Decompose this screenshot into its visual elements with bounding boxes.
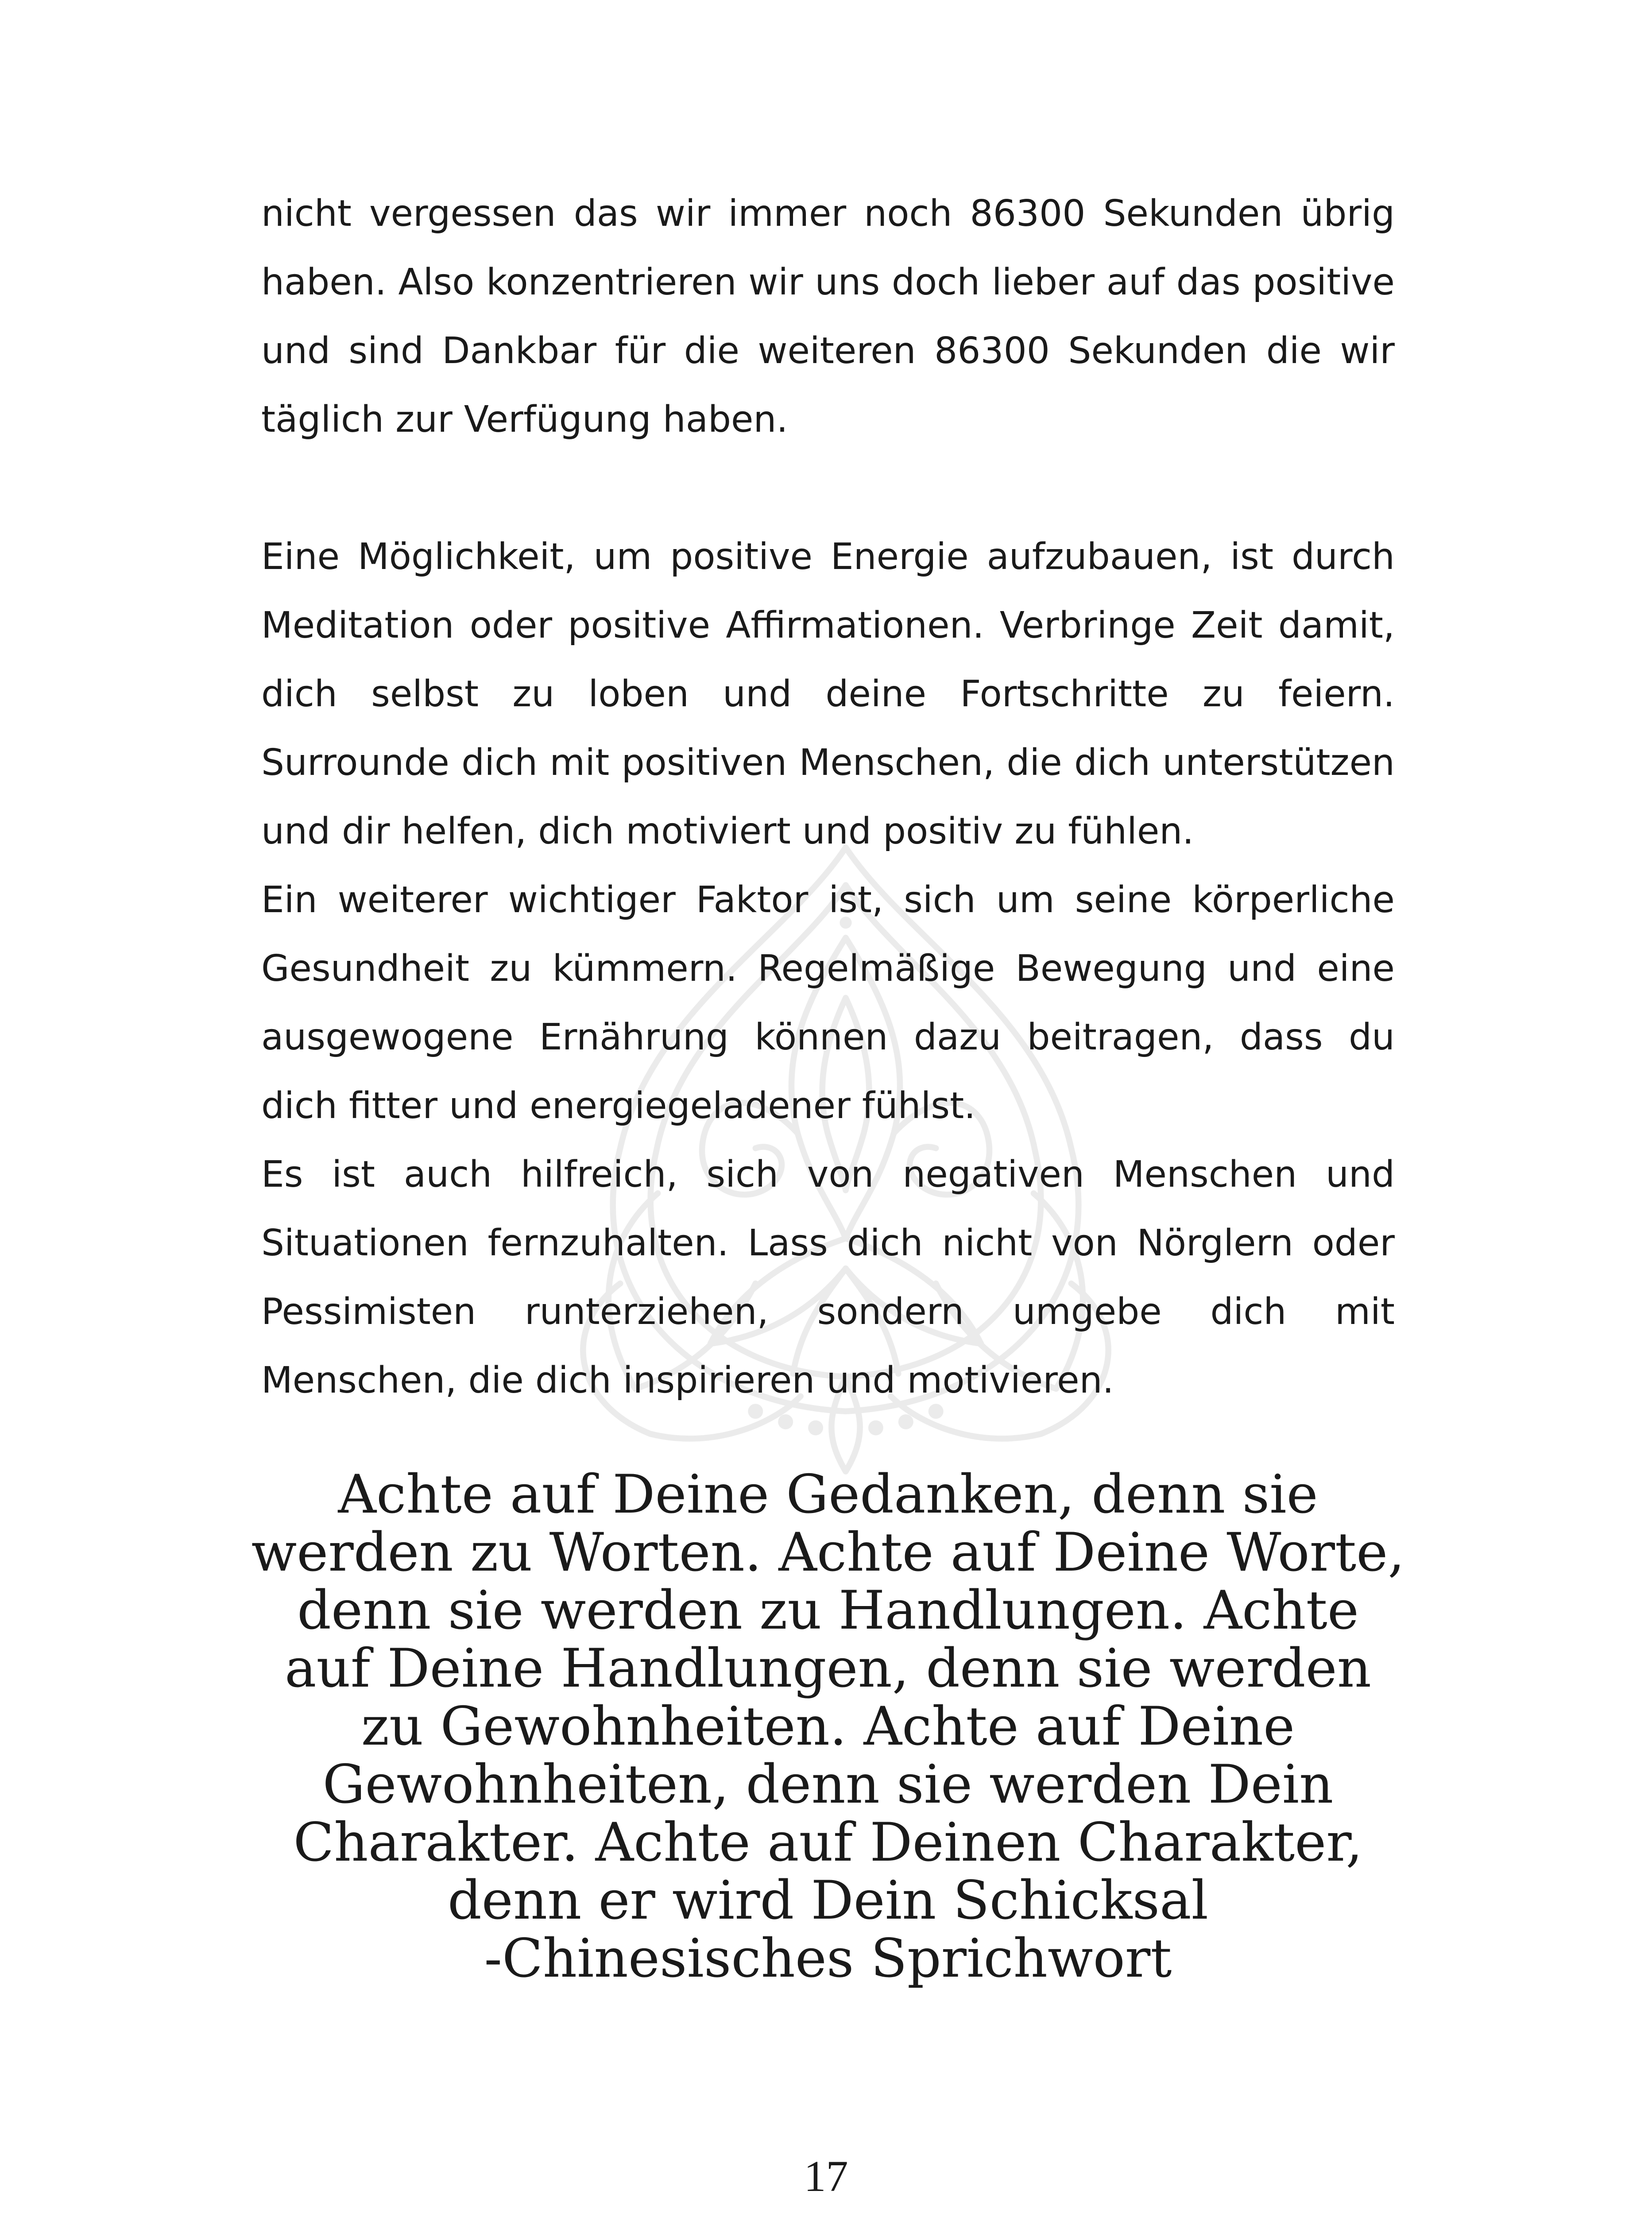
- quote-attribution: -Chinesisches Sprichwort: [484, 1928, 1172, 1990]
- paragraph-4: Es ist auch hilfreich, sich von negativen Menschen und Situationen fernzuhalten. Lass dich nicht von Nörglern oder Pessimisten runterziehen, sondern umgebe dich mit Menschen, die dich inspirieren und motivieren.: [261, 1153, 1395, 1401]
- paragraph-1: nicht vergessen das wir immer noch 86300 Sekunden übrig haben. Also konzentrieren wir uns doch lieber auf das positive und sind Dankbar für die weiteren 86300 Sekunden die wir täglich zur Verfügung haben.: [261, 193, 1395, 441]
- paragraph-2: Eine Möglichkeit, um positive Energie aufzubauen, ist durch Meditation oder positive Affirmationen. Verbringe Zeit damit, dich selbst zu loben und deine Fortschritte zu feiern. Surrounde dich mit positiven Menschen, die dich unterstützen und dir helfen, dich motiviert und positiv zu fühlen.: [261, 536, 1395, 852]
- page-number: 17: [804, 2152, 848, 2201]
- paragraph-3: Ein weiterer wichtiger Faktor ist, sich um seine körperliche Gesundheit zu kümmern. Regelmäßige Bewegung und eine ausgewogene Ernährung können dazu beitragen, dass du dich fitter und energiegeladener fühlst.: [261, 879, 1395, 1127]
- quote-text: Achte auf Deine Gedanken, denn sie werden zu Worten. Achte auf Deine Worte, denn sie werden zu Handlungen. Achte auf Deine Handlungen, denn sie werden zu Gewohnheiten. Achte auf Deine Gewohnheiten, denn sie werden Dein Charakter. Achte auf Deinen Charakter, denn er wird Dein Schicksal: [251, 1464, 1405, 1931]
